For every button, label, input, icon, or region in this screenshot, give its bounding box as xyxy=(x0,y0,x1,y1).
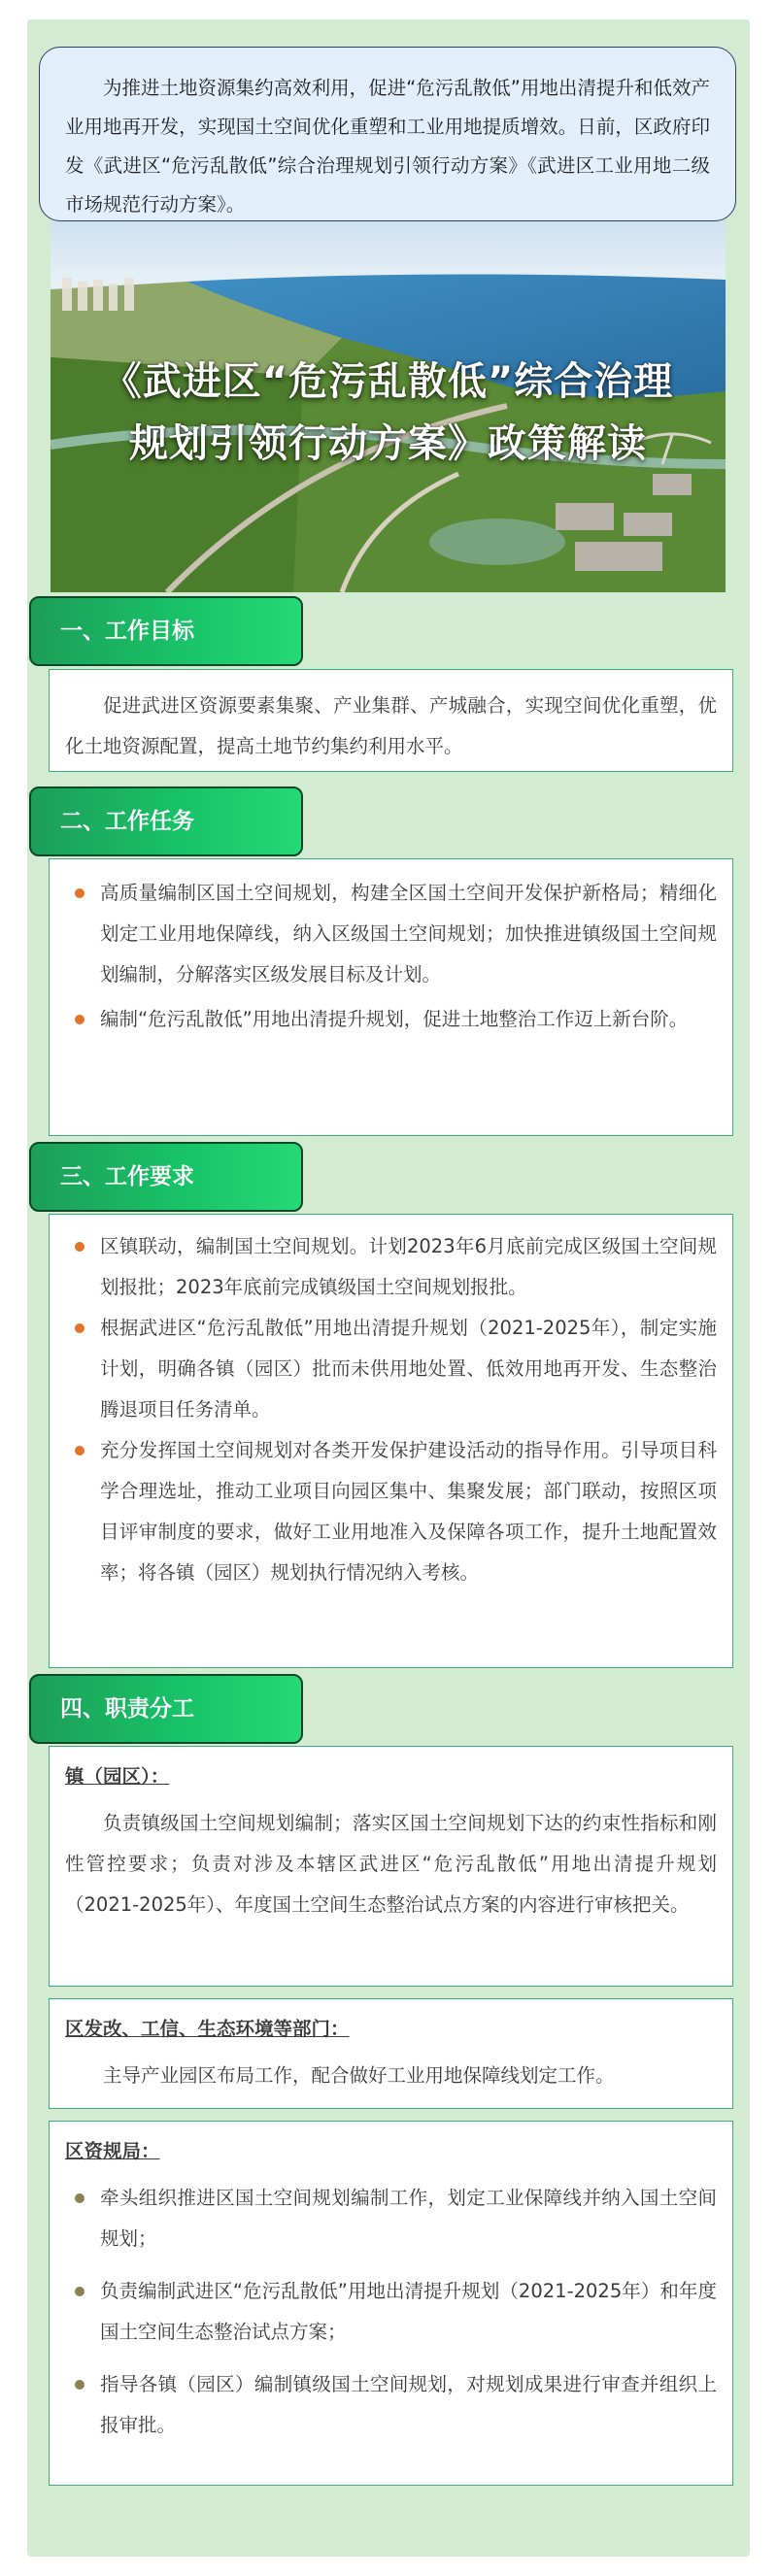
hero-title-line1: 《武进区“危污乱散低”综合治理 xyxy=(102,359,674,404)
list-item: 充分发挥国土空间规划对各类开发保护建设活动的指导作用。引导项目科学合理选址，推动工业项目向园区集中、集聚发展；部门联动，按照区项目评审制度的要求，做好工业用地准入及保障各项工作，提升土地配置效率；将各镇（园区）规划执行情况纳入考核。 xyxy=(61,1430,717,1593)
goals-box xyxy=(49,669,733,772)
requirements-box xyxy=(49,1214,733,1668)
bureau-list xyxy=(61,2178,717,2446)
section-tab-requirements xyxy=(29,1142,303,1212)
bullet-icon xyxy=(75,2193,84,2203)
hero-title-line2: 规划引领行动方案》政策解读 xyxy=(129,421,647,466)
towns-box xyxy=(49,1746,733,1987)
section-title: 三、工作要求 xyxy=(60,1164,194,1189)
bureau-heading: 区资规局： xyxy=(65,2140,160,2162)
depts-heading: 区发改、工信、生态环境等部门： xyxy=(65,2018,350,2040)
hero-banner xyxy=(51,221,726,592)
intro-text: 为推进土地资源集约高效利用，促进“危污乱散低”用地出清提升和低效产业用地再开发，实现国土空间优化重塑和工业用地提质增效。日前，区政府印发《武进区“危污乱散低”综合治理规划引领行动方案》《武进区工业用地二级市场规范行动方案》。 xyxy=(65,77,710,216)
bureau-box xyxy=(49,2121,733,2486)
list-item: 编制“危污乱散低”用地出清提升规划，促进土地整治工作迈上新台阶。 xyxy=(61,999,717,1040)
list-item: 根据武进区“危污乱散低”用地出清提升规划（2021-2025年），制定实施计划，明确各镇（园区）批而未供用地处置、低效用地再开发、生态整治腾退项目任务清单。 xyxy=(61,1308,717,1430)
section-title: 四、职责分工 xyxy=(60,1696,194,1722)
section-title: 一、工作目标 xyxy=(60,619,194,644)
towns-heading: 镇（园区）： xyxy=(65,1765,170,1788)
list-item: 牵头组织推进区国土空间规划编制工作，划定工业保障线并纳入国土空间规划； xyxy=(61,2178,717,2259)
bullet-icon xyxy=(75,1323,84,1333)
list-item: 区镇联动，编制国土空间规划。计划2023年6月底前完成区级国土空间规划报批；2023年底前完成镇级国土空间规划报批。 xyxy=(61,1226,717,1308)
towns-text: 负责镇级国土空间规划编制；落实区国土空间规划下达的约束性指标和刚性管控要求；负责对涉及本辖区武进区“危污乱散低”用地出清提升规划（2021-2025年）、年度国土空间生态整治试点方案的内容进行审核把关。 xyxy=(65,1812,717,1916)
bullet-icon xyxy=(75,2287,84,2296)
tasks-list xyxy=(61,873,717,1040)
bullet-icon xyxy=(75,1242,84,1252)
section-tab-responsibilities xyxy=(29,1674,303,1744)
intro-box xyxy=(39,47,736,221)
section-tab-tasks xyxy=(29,786,303,856)
bullet-icon xyxy=(75,888,84,898)
goals-text: 促进武进区资源要素集聚、产业集群、产城融合，实现空间优化重塑，优化土地资源配置，提高土地节约集约利用水平。 xyxy=(65,694,717,757)
section-title: 二、工作任务 xyxy=(60,809,194,834)
depts-box xyxy=(49,1998,733,2109)
section-tab-goals xyxy=(29,596,303,666)
requirements-list xyxy=(61,1226,717,1593)
bullet-icon xyxy=(75,1446,84,1455)
list-item: 指导各镇（园区）编制镇级国土空间规划，对规划成果进行审查并组织上报审批。 xyxy=(61,2364,717,2446)
bullet-icon xyxy=(75,2380,84,2390)
bullet-icon xyxy=(75,1015,84,1024)
tasks-box xyxy=(49,858,733,1136)
list-item: 高质量编制区国土空间规划，构建全区国土空间开发保护新格局；精细化划定工业用地保障线，纳入区级国土空间规划；加快推进镇级国土空间规划编制，分解落实区级发展目标及计划。 xyxy=(61,873,717,995)
list-item: 负责编制武进区“危污乱散低”用地出清提升规划（2021-2025年）和年度国土空间生态整治试点方案； xyxy=(61,2271,717,2353)
depts-text: 主导产业园区布局工作，配合做好工业用地保障线划定工作。 xyxy=(103,2064,615,2087)
